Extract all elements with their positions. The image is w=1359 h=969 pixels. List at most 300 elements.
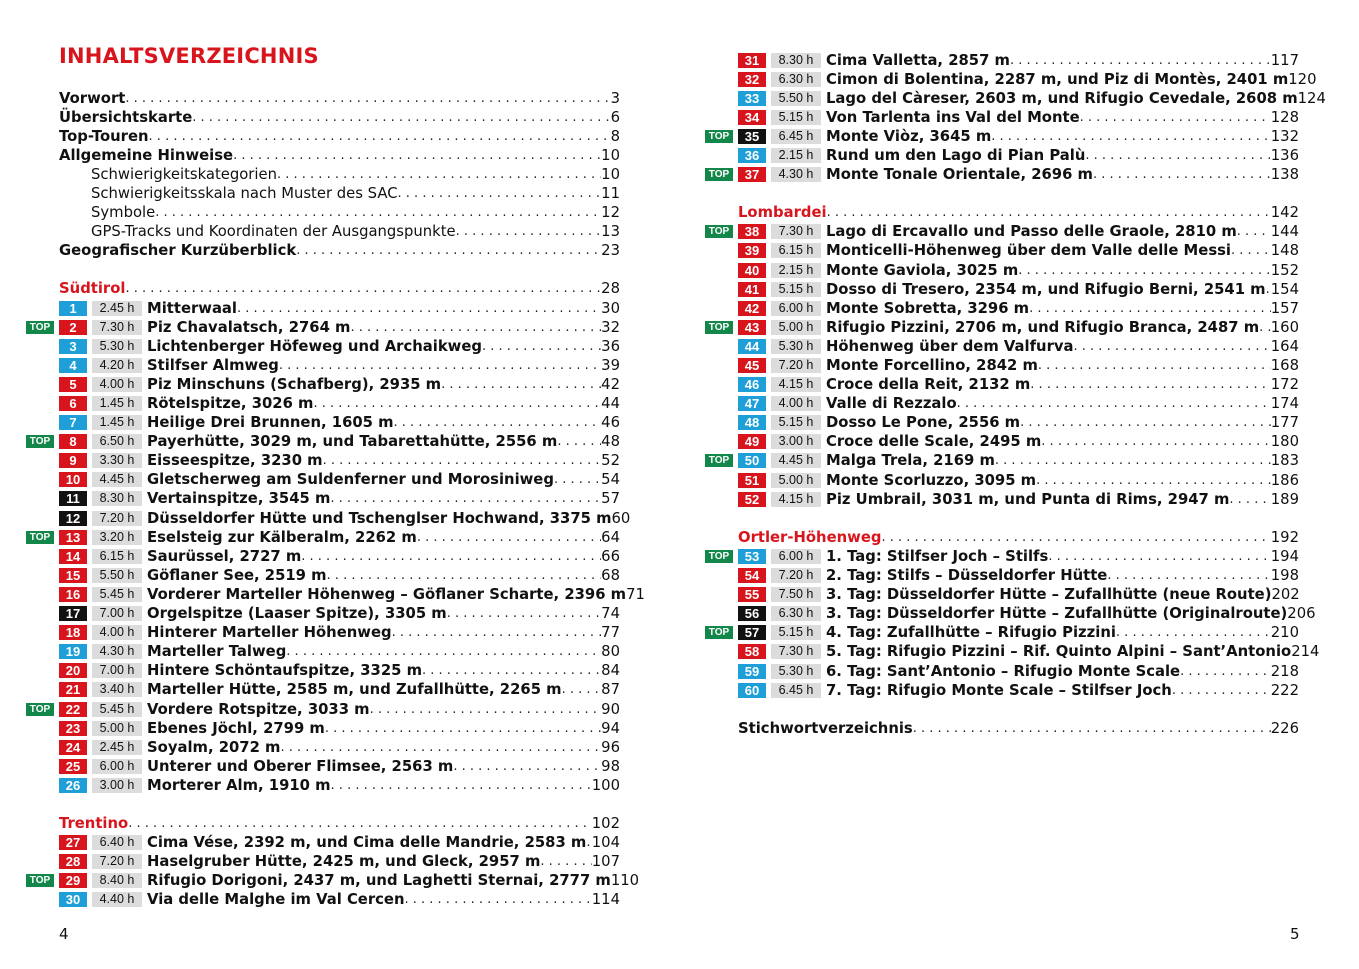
duration-badge: 7.20 h [771, 568, 821, 583]
tour-number-badge: 11 [59, 491, 87, 506]
tour-entry[interactable] [59, 890, 620, 909]
tour-entry[interactable] [59, 852, 620, 871]
duration-badge: 5.30 h [771, 339, 821, 354]
entry-title: Vorderer Marteller Höhenweg – Göflaner Scharte, 2396 m [147, 585, 627, 603]
dot-leader [237, 299, 601, 318]
entry-line [147, 738, 620, 757]
dot-leader [1041, 432, 1270, 451]
entry-line [826, 108, 1299, 127]
entry-line [59, 814, 620, 833]
entry-line [147, 871, 640, 890]
entry-line [147, 489, 620, 508]
toc-entry[interactable] [59, 127, 620, 146]
entry-line [147, 470, 620, 489]
toc-entry[interactable] [59, 222, 620, 241]
tour-entry[interactable] [59, 356, 620, 375]
entry-line [147, 509, 631, 528]
entry-title: Mitterwaal [147, 299, 237, 317]
entry-title: Monte Viòz, 3645 m [826, 127, 992, 145]
entry-page-number: 10 [601, 165, 620, 183]
tour-entry[interactable] [738, 241, 1299, 260]
dot-leader [417, 528, 601, 547]
entry-title: 2. Tag: Stilfs – Düsseldorfer Hütte [826, 567, 1108, 585]
tour-entry[interactable] [708, 547, 1299, 566]
toc-list-left [0, 89, 680, 910]
tour-number-badge: 43 [738, 320, 766, 335]
tour-number-badge: 30 [59, 892, 87, 907]
dot-leader [125, 89, 610, 108]
duration-badge: 2.45 h [92, 301, 142, 316]
tour-number-badge: 9 [59, 453, 87, 468]
entry-page-number: 32 [601, 318, 620, 336]
entry-page-number: 202 [1271, 586, 1300, 604]
duration-badge: 7.20 h [92, 854, 142, 869]
tour-number-badge: 51 [738, 473, 766, 488]
entry-title: Schwierigkeitsskala nach Muster des SAC [91, 184, 398, 202]
entry-page-number: 148 [1270, 242, 1299, 260]
tour-entry[interactable] [59, 661, 620, 680]
duration-badge: 6.50 h [92, 434, 142, 449]
dot-leader [453, 757, 601, 776]
entry-title: Payerhütte, 3029 m, und Tabarettahütte, 2556 m [147, 433, 558, 451]
tour-entry[interactable] [59, 833, 620, 852]
tour-entry[interactable] [738, 51, 1299, 70]
entry-page-number: 138 [1270, 166, 1299, 184]
tour-entry[interactable] [738, 413, 1299, 432]
toc-entry[interactable] [59, 108, 620, 127]
tour-number-badge: 33 [738, 91, 766, 106]
entry-line [147, 356, 620, 375]
entry-line [147, 528, 620, 547]
dot-leader [1085, 146, 1270, 165]
dot-leader [125, 279, 601, 298]
dot-leader [562, 680, 602, 699]
tour-entry[interactable] [738, 108, 1299, 127]
entry-title: Göflaner See, 2519 m [147, 566, 327, 584]
tour-number-badge: 15 [59, 568, 87, 583]
dot-leader [1180, 662, 1271, 681]
entry-title: Rötelspitze, 3026 m [147, 395, 314, 412]
dot-leader [325, 719, 601, 738]
spacer [59, 795, 620, 814]
tour-entry[interactable] [59, 470, 620, 489]
tour-number-badge: 56 [738, 606, 766, 621]
section-entry[interactable] [738, 528, 1299, 547]
entry-line [826, 146, 1299, 165]
entry-page-number: 96 [601, 738, 620, 756]
duration-badge: 5.15 h [771, 625, 821, 640]
tour-entry[interactable] [738, 604, 1316, 623]
tour-entry[interactable] [708, 623, 1299, 642]
dot-leader [913, 719, 1271, 738]
dot-leader [1074, 337, 1271, 356]
spacer [738, 184, 1299, 203]
tour-entry[interactable] [738, 662, 1299, 681]
tour-number-badge: 21 [59, 682, 87, 697]
entry-line [147, 890, 620, 909]
entry-title: 3. Tag: Düsseldorfer Hütte – Zufallhütte (neue Route) [826, 586, 1272, 604]
entry-title: Stilfser Almweg [147, 356, 279, 374]
entry-line [826, 623, 1299, 642]
entry-title: 4. Tag: Zufallhütte – Rifugio Pizzini [826, 624, 1116, 642]
tour-number-badge: 22 [59, 702, 87, 717]
duration-badge: 4.15 h [771, 492, 821, 507]
entry-title: Eisseespitze, 3230 m [147, 452, 323, 470]
entry-line [826, 51, 1299, 70]
entry-line [147, 642, 620, 661]
tour-number-badge: 50 [738, 453, 766, 468]
dot-leader [1029, 299, 1271, 318]
tour-entry[interactable] [59, 719, 620, 738]
duration-badge: 6.00 h [92, 759, 142, 774]
tour-entry[interactable] [738, 432, 1299, 451]
top-badge: TOP [26, 703, 54, 716]
tour-entry[interactable] [29, 871, 640, 890]
tour-entry[interactable] [59, 623, 620, 642]
entry-title: Stichwortverzeichnis [738, 719, 913, 737]
dot-leader [392, 623, 602, 642]
entry-page-number: 124 [1297, 89, 1326, 107]
tour-entry[interactable] [29, 700, 620, 719]
tour-entry[interactable] [59, 509, 631, 528]
entry-page-number: 46 [601, 414, 620, 432]
duration-badge: 6.30 h [771, 72, 821, 87]
entry-page-number: 189 [1270, 490, 1299, 508]
tour-entry[interactable] [738, 642, 1320, 661]
duration-badge: 3.00 h [771, 434, 821, 449]
tour-entry[interactable] [29, 432, 620, 451]
entry-title: Morterer Alm, 1910 m [147, 776, 331, 794]
dot-leader [280, 738, 601, 757]
entry-page-number: 132 [1270, 127, 1299, 145]
entry-line [147, 661, 620, 680]
entry-title: Croce delle Scale, 2495 m [826, 433, 1042, 451]
entry-title: Unterer und Oberer Flimsee, 2563 m [147, 757, 454, 775]
tour-entry[interactable] [738, 585, 1299, 604]
entry-line [738, 203, 1299, 222]
toc-entry[interactable] [59, 241, 620, 260]
dot-leader [404, 890, 591, 909]
dot-leader [447, 604, 601, 623]
entry-title: Übersichtskarte [59, 108, 193, 126]
tour-number-badge: 10 [59, 472, 87, 487]
dot-leader [296, 241, 601, 260]
entry-title: Marteller Talweg [147, 643, 287, 661]
entry-page-number: 136 [1270, 146, 1299, 164]
tour-number-badge: 55 [738, 587, 766, 602]
entry-title: Lago del Càreser, 2603 m, und Rifugio Cevedale, 2608 m [826, 89, 1298, 107]
entry-line [147, 318, 620, 337]
duration-badge: 5.30 h [92, 339, 142, 354]
entry-page-number: 160 [1270, 318, 1299, 336]
duration-badge: 6.00 h [771, 549, 821, 564]
entry-title: Soyalm, 2072 m [147, 738, 281, 756]
tour-entry[interactable] [59, 299, 620, 318]
entry-line [59, 146, 620, 165]
tour-entry[interactable] [738, 146, 1299, 165]
tour-entry[interactable] [59, 738, 620, 757]
duration-badge: 1.45 h [92, 415, 142, 430]
entry-page-number: 48 [601, 433, 620, 451]
toc-list-right [680, 51, 1359, 738]
entry-title: Südtirol [59, 280, 126, 298]
entry-title: Geografischer Kurzüberblick [59, 242, 297, 260]
entry-title: Marteller Hütte, 2585 m, und Zufallhütte, 2265 m [147, 681, 562, 699]
entry-title: Trentino [59, 815, 129, 833]
entry-page-number: 142 [1270, 204, 1299, 222]
tour-entry[interactable] [708, 222, 1299, 241]
entry-line [826, 662, 1299, 681]
section-entry[interactable] [738, 203, 1299, 222]
tour-entry[interactable] [29, 318, 620, 337]
entry-page-number: 57 [601, 490, 620, 508]
tour-number-badge: 29 [59, 873, 87, 888]
spacer [738, 509, 1299, 528]
top-badge: TOP [26, 435, 54, 448]
duration-badge: 5.15 h [771, 415, 821, 430]
tour-entry[interactable] [738, 471, 1299, 490]
tour-entry[interactable] [59, 547, 620, 566]
tour-entry[interactable] [738, 566, 1299, 585]
entry-page-number: 114 [591, 891, 620, 909]
entry-line [147, 585, 645, 604]
dot-leader [279, 356, 601, 375]
entry-line [59, 184, 620, 203]
tour-entry[interactable] [59, 757, 620, 776]
tour-entry[interactable] [738, 375, 1299, 394]
top-badge: TOP [26, 531, 54, 544]
tour-number-badge: 40 [738, 263, 766, 278]
tour-entry[interactable] [738, 280, 1299, 299]
tour-entry[interactable] [738, 337, 1299, 356]
entry-page-number: 144 [1270, 223, 1299, 241]
spacer [738, 700, 1299, 719]
dot-leader [441, 375, 601, 394]
toc-entry[interactable] [59, 89, 620, 108]
dot-leader [1116, 623, 1271, 642]
dot-leader [1093, 165, 1271, 184]
entry-title: Schwierigkeitskategorien [91, 165, 277, 183]
entry-title: Monte Tonale Orientale, 2696 m [826, 166, 1093, 184]
duration-badge: 7.50 h [771, 587, 821, 602]
entry-line [147, 566, 620, 585]
entry-line [826, 70, 1317, 89]
entry-page-number: 180 [1270, 433, 1299, 451]
duration-badge: 7.20 h [771, 358, 821, 373]
duration-badge: 7.20 h [92, 511, 142, 526]
entry-line [826, 490, 1299, 509]
dot-leader [233, 146, 601, 165]
duration-badge: 7.30 h [771, 644, 821, 659]
entry-line [826, 280, 1299, 299]
tour-entry[interactable] [59, 375, 620, 394]
entry-line [826, 432, 1299, 451]
entry-title: GPS-Tracks und Koordinaten der Ausgangspunkte [91, 223, 456, 241]
dot-leader [128, 814, 592, 833]
entry-page-number: 154 [1270, 280, 1299, 298]
tour-entry[interactable] [59, 566, 620, 585]
dot-leader [995, 451, 1271, 470]
entry-page-number: 71 [626, 585, 645, 603]
tour-number-badge: 12 [59, 511, 87, 526]
tour-number-badge: 52 [738, 492, 766, 507]
tour-entry[interactable] [708, 127, 1299, 146]
tour-number-badge: 18 [59, 625, 87, 640]
tour-entry[interactable] [738, 356, 1299, 375]
entry-title: Monticelli-Höhenweg über dem Valle delle Messi [826, 242, 1232, 260]
tour-entry[interactable] [738, 394, 1299, 413]
dot-leader [277, 165, 601, 184]
tour-entry[interactable] [29, 528, 620, 547]
tour-entry[interactable] [738, 299, 1299, 318]
entry-title: Valle di Rezzalo [826, 395, 957, 413]
entry-title: Haselgruber Hütte, 2425 m, und Gleck, 2957 m [147, 853, 541, 871]
entry-line [826, 356, 1299, 375]
tour-number-badge: 4 [59, 358, 87, 373]
tour-number-badge: 41 [738, 282, 766, 297]
entry-title: 5. Tag: Rifugio Pizzini – Rif. Quinto Alpini – Sant’Antonio [826, 643, 1292, 661]
entry-page-number: 87 [601, 681, 620, 699]
tour-entry[interactable] [738, 681, 1299, 700]
entry-line [738, 528, 1299, 547]
tour-entry[interactable] [738, 261, 1299, 280]
section-entry[interactable] [59, 279, 620, 298]
dot-leader [554, 470, 601, 489]
duration-badge: 7.00 h [92, 663, 142, 678]
entry-page-number: 60 [611, 509, 631, 527]
tour-entry[interactable] [59, 642, 620, 661]
dot-leader [1172, 681, 1271, 700]
tour-entry[interactable] [59, 585, 645, 604]
entry-title: Monte Forcellino, 2842 m [826, 357, 1038, 374]
entry-page-number: 77 [601, 624, 620, 642]
entry-page-number: 157 [1270, 299, 1299, 317]
tour-entry[interactable] [59, 413, 620, 432]
entry-title: Dosso Le Pone, 2556 m [826, 414, 1021, 432]
entry-line [147, 757, 620, 776]
entry-page-number: 28 [601, 280, 620, 298]
tour-number-badge: 37 [738, 167, 766, 182]
dot-leader [881, 528, 1270, 547]
toc-entry[interactable] [59, 184, 620, 203]
duration-badge: 6.30 h [771, 606, 821, 621]
duration-badge: 5.15 h [771, 282, 821, 297]
entry-page-number: 90 [601, 700, 620, 718]
tour-entry[interactable] [59, 680, 620, 699]
duration-badge: 4.30 h [771, 167, 821, 182]
entry-title: Symbole [91, 204, 156, 222]
entry-page-number: 222 [1270, 681, 1299, 699]
duration-badge: 5.50 h [771, 91, 821, 106]
entry-page-number: 198 [1270, 567, 1299, 585]
tour-entry[interactable] [59, 489, 620, 508]
tour-entry[interactable] [59, 604, 620, 623]
entry-title: Piz Chavalatsch, 2764 m [147, 318, 351, 336]
tour-entry[interactable] [708, 451, 1299, 470]
entry-line [147, 394, 620, 413]
tour-entry[interactable] [708, 165, 1299, 184]
tour-entry[interactable] [738, 70, 1317, 89]
dot-leader [1038, 356, 1271, 375]
tour-number-badge: 46 [738, 377, 766, 392]
tour-entry[interactable] [59, 337, 620, 356]
tour-entry[interactable] [738, 490, 1299, 509]
entry-title: Gletscherweg am Suldenferner und Morosiniweg [147, 471, 554, 489]
tour-entry[interactable] [59, 776, 620, 795]
tour-entry[interactable] [59, 451, 620, 470]
entry-line [59, 203, 620, 222]
toc-entry[interactable] [59, 146, 620, 165]
entry-page-number: 66 [601, 547, 620, 565]
tour-number-badge: 57 [738, 625, 766, 640]
entry-line [59, 108, 620, 127]
entry-line [147, 432, 620, 451]
top-badge: TOP [705, 225, 733, 238]
dot-leader [1036, 471, 1271, 490]
entry-page-number: 84 [601, 662, 620, 680]
dot-leader [1010, 51, 1271, 70]
tour-number-badge: 26 [59, 778, 87, 793]
entry-page-number: 23 [601, 242, 620, 260]
tour-number-badge: 49 [738, 434, 766, 449]
entry-line [147, 337, 620, 356]
entry-line [826, 241, 1299, 260]
toc-entry[interactable] [738, 719, 1299, 738]
dot-leader [827, 203, 1271, 222]
entry-line [826, 394, 1299, 413]
duration-badge: 5.00 h [92, 721, 142, 736]
dot-leader [957, 394, 1271, 413]
entry-title: Monte Scorluzzo, 3095 m [826, 471, 1037, 489]
toc-entry[interactable] [59, 165, 620, 184]
dot-leader [286, 642, 601, 661]
tour-entry[interactable] [708, 318, 1299, 337]
duration-badge: 5.45 h [92, 587, 142, 602]
tour-number-badge: 23 [59, 721, 87, 736]
top-badge: TOP [26, 321, 54, 334]
entry-page-number: 104 [591, 834, 620, 852]
tour-number-badge: 36 [738, 148, 766, 163]
entry-line [738, 719, 1299, 738]
entry-line [826, 375, 1299, 394]
entry-page-number: 214 [1291, 643, 1320, 661]
dot-leader [422, 661, 601, 680]
duration-badge: 5.45 h [92, 702, 142, 717]
duration-badge: 5.50 h [92, 568, 142, 583]
entry-page-number: 54 [601, 471, 620, 489]
entry-line [826, 318, 1299, 337]
entry-line [826, 337, 1299, 356]
duration-badge: 4.00 h [92, 625, 142, 640]
tour-entry[interactable] [738, 89, 1326, 108]
entry-line [826, 261, 1299, 280]
entry-title: Via delle Malghe im Val Cercen [147, 891, 405, 909]
entry-line [826, 222, 1299, 241]
entry-page-number: 100 [591, 776, 620, 794]
tour-entry[interactable] [59, 394, 620, 413]
duration-badge: 4.45 h [771, 453, 821, 468]
duration-badge: 4.40 h [92, 892, 142, 907]
entry-page-number: 30 [601, 299, 620, 317]
duration-badge: 3.30 h [92, 453, 142, 468]
dot-leader [313, 394, 601, 413]
duration-badge: 6.15 h [92, 549, 142, 564]
entry-title: Lago di Ercavallo und Passo delle Graole, 2810 m [826, 223, 1237, 241]
section-entry[interactable] [59, 814, 620, 833]
entry-line [826, 451, 1299, 470]
toc-entry[interactable] [59, 203, 620, 222]
entry-page-number: 42 [601, 375, 620, 393]
